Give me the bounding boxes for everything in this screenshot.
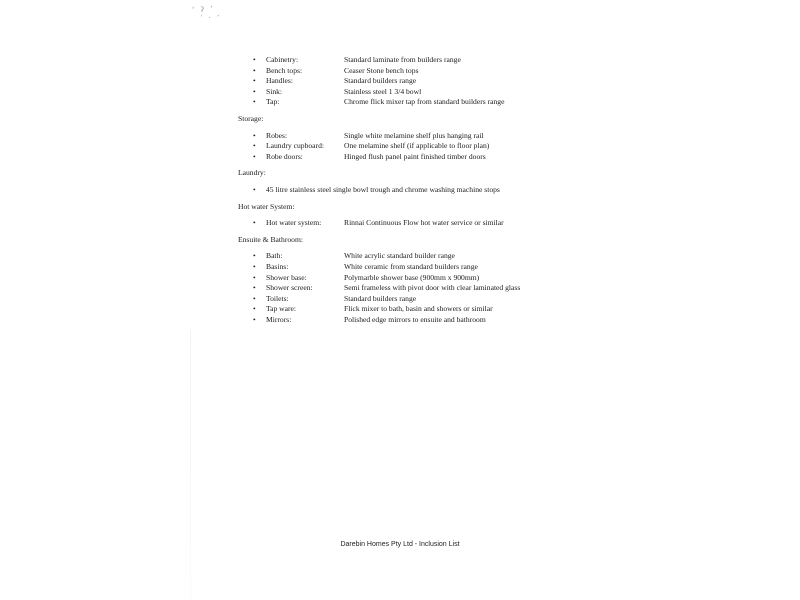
item-value: Rinnai Continuous Flow hot water service or similar [344,218,504,228]
list-item [238,76,578,87]
list-item [238,294,578,305]
page-footer: Darebin Homes Pty Ltd - Inclusion List [340,541,460,548]
item-label: Basins: [266,261,289,271]
item-label: Tap ware: [266,304,297,314]
list-item [238,152,578,163]
item-value: Standard laminate from builders range [344,55,461,64]
item-label: Handles: [266,76,293,86]
inclusion-list [238,55,578,325]
bullet: • [253,184,256,194]
item-value: White acrylic standard builder range [344,251,455,261]
item-label: Shower base: [266,272,307,282]
item-label: Robe doors: [266,151,303,161]
scan-mark-text: ʻ ʔ ʽ ˈ · ʼ [192,6,222,22]
section-heading-ensuite-bathroom: Ensuite & Bathroom: [238,234,303,244]
item-label: Robes: [266,130,288,140]
bullet: • [253,86,256,96]
item-label: Bath: [266,251,283,261]
item-label: Hot water system: [266,218,322,228]
list-item [238,185,578,196]
item-label: Cabinetry: [266,55,299,64]
hot-water-section [238,218,578,229]
item-label: Toilets: [266,293,289,303]
item-value: Flick mixer to bath, basin and showers or similar [344,304,493,314]
bullet: • [253,218,256,228]
scan-marks [192,6,221,22]
bullet: • [253,65,256,75]
list-item [238,251,578,262]
item-text: 45 litre stainless steel single bowl trough and chrome washing machine stops [266,184,500,194]
bullet: • [253,261,256,271]
item-label: Laundry cupboard: [266,141,324,151]
list-item [238,315,578,326]
list-item [238,141,578,152]
bullet: • [253,76,256,86]
bullet: • [253,55,256,64]
bullet: • [253,151,256,161]
list-item [238,283,578,294]
section-heading-storage: Storage: [238,113,264,123]
list-item [238,55,578,66]
bullet: • [253,293,256,303]
item-label: Tap: [266,97,280,107]
list-item [238,66,578,77]
ensuite-section [238,251,578,325]
laundry-section [238,185,578,196]
list-item [238,218,578,229]
bullet: • [253,141,256,151]
list-item [238,304,578,315]
list-item [238,87,578,98]
item-label: Bench tops: [266,65,303,75]
item-label: Shower screen: [266,283,313,293]
section-heading-hot-water: Hot water System: [238,201,295,211]
item-value: Ceaser Stone bench tops [344,65,419,75]
item-label: Mirrors: [266,314,292,324]
bullet: • [253,272,256,282]
storage-section [238,131,578,163]
list-item [238,131,578,142]
list-item [238,273,578,284]
item-label: Sink: [266,86,283,96]
bullet: • [253,304,256,314]
bullet: • [253,130,256,140]
list-item [238,262,578,273]
item-value: Hinged flush panel paint finished timber doors [344,151,486,161]
item-value: Single white melamine shelf plus hanging rail [344,130,484,140]
bullet: • [253,314,256,324]
item-value: White ceramic from standard builders range [344,261,478,271]
item-value: Standard builders range [344,76,417,86]
item-value: One melamine shelf (if applicable to floor plan) [344,141,490,151]
item-value: Polymarble shower base (900mm x 900mm) [344,272,480,282]
item-value: Standard builders range [344,293,417,303]
item-value: Stainless steel 1 3/4 bowl [344,86,422,96]
bullet: • [253,283,256,293]
item-value: Polished edge mirrors to ensuite and bathroom [344,314,486,324]
bullet: • [253,97,256,107]
list-item [238,97,578,108]
kitchen-section [238,55,578,108]
item-value: Semi frameless with pivot door with clear laminated glass [344,283,521,293]
section-heading-laundry: Laundry: [238,168,266,178]
bullet: • [253,251,256,261]
item-value: Chrome flick mixer tap from standard builders range [344,97,505,107]
